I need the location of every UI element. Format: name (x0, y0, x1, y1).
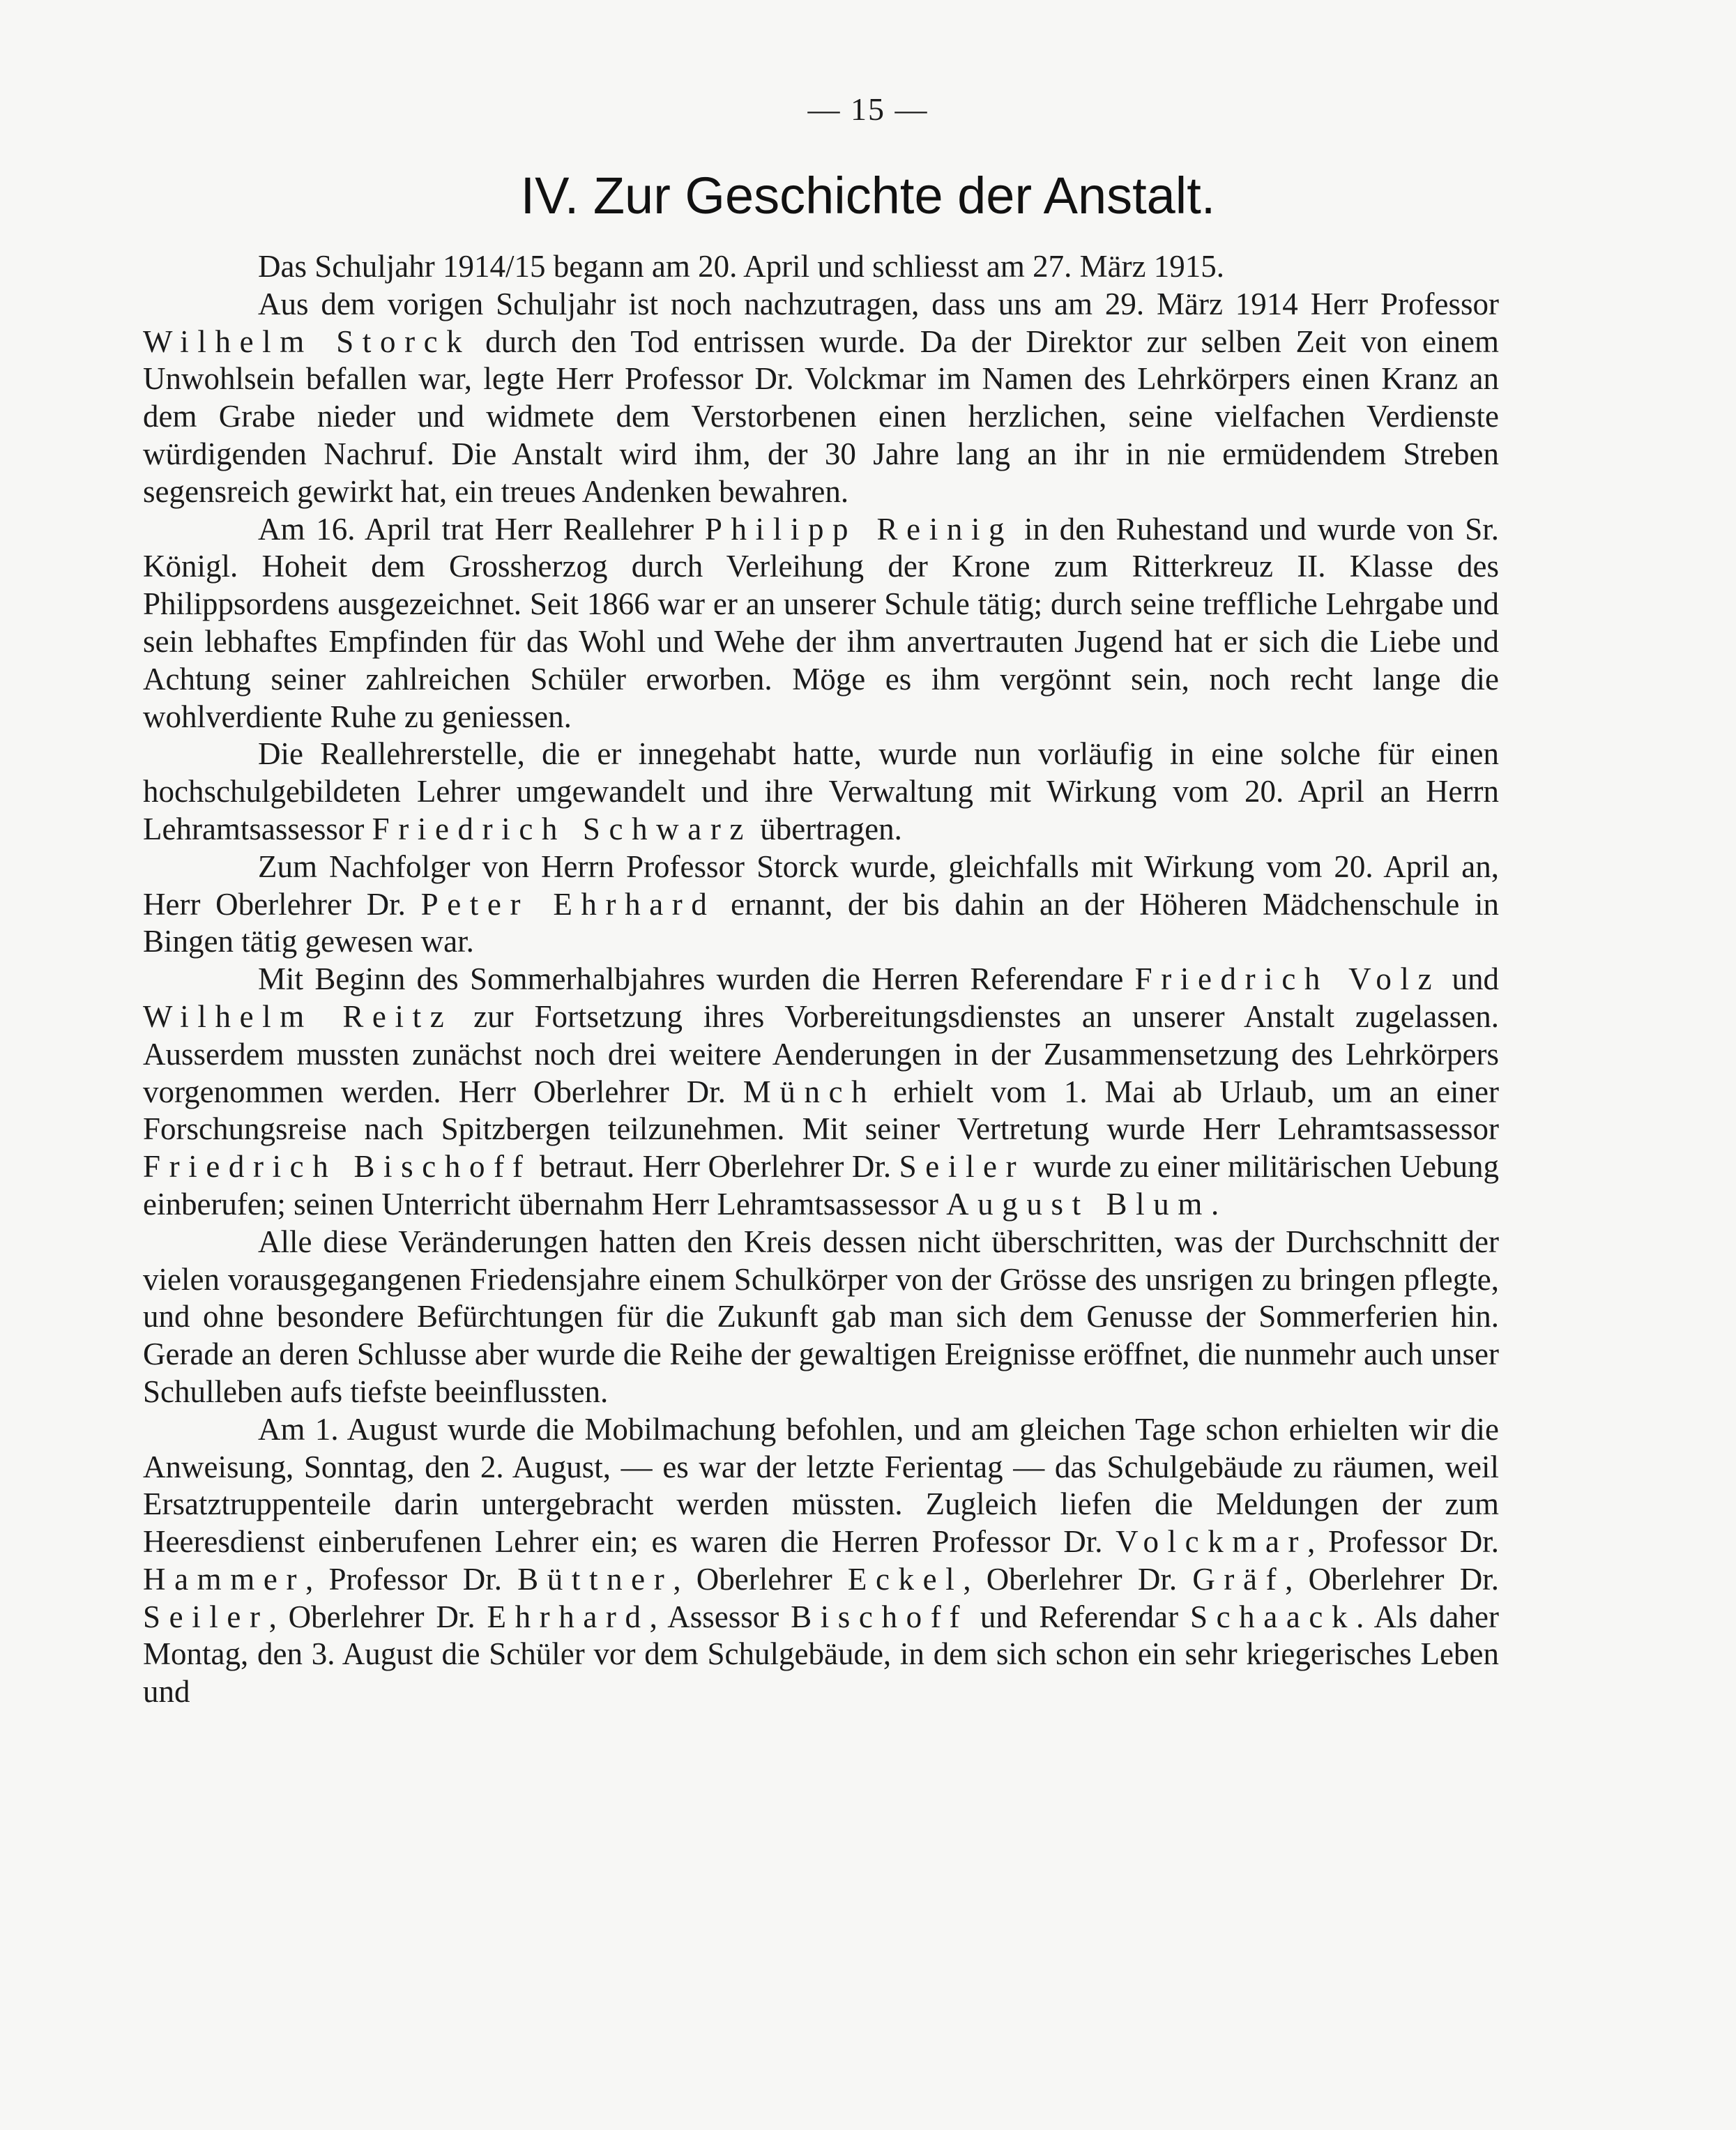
paragraph (143, 1224, 1499, 1411)
paragraph (143, 511, 1499, 736)
spaced-name: Büttner (517, 1561, 673, 1597)
spaced-name: Wilhelm Reitz (143, 998, 453, 1034)
spaced-name: Hammer (143, 1561, 306, 1597)
spaced-name: Seiler (899, 1149, 1026, 1185)
text-run: . Als daher Montag, den 3. August die Schüler vor dem Schulgebäude, in dem sich schon ein sehr kriegerisches Leben und (143, 1599, 1499, 1710)
text-run: , Professor Dr. (305, 1561, 518, 1597)
spaced-name: Volckmar (1116, 1524, 1308, 1560)
text-run: Das Schuljahr 1914/15 begann am 20. April und schliesst am 27. März 1915. (258, 249, 1225, 284)
spaced-name: Schaack (1189, 1599, 1357, 1634)
text-run: , Oberlehrer Dr. (1285, 1561, 1499, 1597)
text-run: , Oberlehrer Dr. (963, 1561, 1193, 1597)
chapter-title: IV. Zur Geschichte der Anstalt. (520, 167, 1216, 225)
text-run: , Oberlehrer Dr. (268, 1599, 487, 1634)
text-run: Die Reallehrerstelle, die er innegehabt hatte, wurde nun vorläufig in eine solche für einen hochschulgebildeten Lehrer umgewandelt und ihre Verwaltung mit Wirkung vom 20. April an Herrn Lehramtsassessor (143, 736, 1499, 846)
paragraph (143, 1411, 1499, 1711)
text-run: zur Fortsetzung ihres Vorbereitungsdienstes an unserer Anstalt zugelassen. Ausserdem mussten zunächst noch drei weitere Aenderungen in der Zusammensetzung des Lehrkörpers vorgenommen werden. Herr Oberlehrer Dr. (143, 998, 1500, 1109)
text-run: ernannt, der bis dahin an der Höheren Mädchenschule in Bingen tätig gewesen war. (143, 886, 1499, 959)
text-run: Zum Nachfolger von Herrn Professor Storck wurde, gleichfalls mit Wirkung vom 20. April an, Herr Oberlehrer Dr. (143, 849, 1499, 922)
spaced-name: Peter Ehrhard (420, 886, 716, 922)
paragraph (143, 286, 1499, 511)
spaced-name: Bischoff (791, 1599, 969, 1634)
text-run: , Professor Dr. (1307, 1524, 1499, 1560)
text-run: Am 1. August wurde die Mobilmachung befohlen, und am gleichen Tage schon erhielten wir die Anweisung, Sonntag, den 2. August, — es war der letzte Ferientag — das Schulgebäude zu räumen, weil Ersatztruppenteile darin untergebracht werden müssten. Zugleich liefen die Meldungen der zum Heeresdienst einberufenen Lehrer ein; es waren die Herren Professor Dr. (143, 1411, 1499, 1560)
spaced-name: Philipp Reinig (704, 511, 1014, 547)
text-run: durch den Tod entrissen wurde. Da der Direktor zur selben Zeit von einem Unwohlsein befallen war, legte Herr Professor Dr. Volckmar im Namen des Lehrkörpers einen Kranz an dem Grabe nieder und widmete dem Verstorbenen einen herzlichen, seine vielfachen Verdienste würdigenden Nachruf. Die Anstalt wird ihm, der 30 Jahre lang an ihr in nie ermüdendem Streben segensreich gewirkt hat, ein treues Andenken bewahren. (143, 324, 1500, 509)
spaced-name: Eckel (847, 1561, 964, 1597)
text-run: und (1440, 961, 1499, 997)
text-run: , Oberlehrer (673, 1561, 848, 1597)
spaced-name: Friedrich Volz (1134, 961, 1441, 997)
text-run: erhielt vom 1. Mai ab Urlaub, um an einer Forschungsreise nach Spitzbergen teilzunehmen. Mit seiner Vertretung wurde Herr Lehramtsassessor (143, 1074, 1499, 1147)
text-run: betraut. Herr Oberlehrer Dr. (531, 1149, 899, 1185)
paragraph (143, 736, 1499, 848)
text-run: in den Ruhestand und wurde von Sr. Königl. Hoheit dem Grossherzog durch Verleihung der Krone zum Ritterkreuz II. Klasse des Philippsordens ausgezeichnet. Seit 1866 war er an unserer Schule tätig; durch seine treffliche Lehrgabe und sein lebhaftes Empfinden für das Wohl und Wehe der ihm anvertrauten Jugend hat er sich die Liebe und Achtung seiner zahlreichen Schüler erworben. Möge es ihm vergönnt sein, noch recht lange die wohlverdiente Ruhe zu geniessen. (143, 511, 1500, 734)
spaced-name: Münch (743, 1074, 876, 1109)
text-run: Aus dem vorigen Schuljahr ist noch nachzutragen, dass uns am 29. März 1914 Herr Professor (258, 286, 1499, 321)
spaced-name: Friedrich Schwarz (372, 811, 752, 846)
paragraph (143, 961, 1499, 1224)
text-run: übertragen. (752, 811, 902, 846)
body-text (143, 248, 1499, 1711)
paragraph (143, 849, 1499, 961)
text-run: , Assessor (649, 1599, 791, 1634)
spaced-name: Friedrich Bischoff (143, 1149, 532, 1185)
text-run: wurde zu einer militärischen Uebung einberufen; seinen Unterricht übernahm Herr Lehramtsassessor (143, 1149, 1499, 1222)
page-number: — 15 — (807, 91, 929, 127)
spaced-name: Ehrhard (487, 1599, 650, 1634)
spaced-name: Seiler (143, 1599, 269, 1634)
text-run: . (1210, 1186, 1219, 1222)
spaced-name: Gräf (1192, 1561, 1286, 1597)
spaced-name: August Blum (946, 1186, 1211, 1222)
paragraph (143, 248, 1499, 286)
text-run: Am 16. April trat Herr Reallehrer (258, 511, 705, 547)
text-run: und Referendar (968, 1599, 1190, 1634)
spaced-name: Wilhelm Storck (143, 324, 471, 359)
text-run: Alle diese Veränderungen hatten den Kreis dessen nicht überschritten, was der Durchschnitt der vielen vorausgegangenen Friedensjahre einem Schulkörper von der Grösse des unsrigen zu bringen pflegte, und ohne besondere Befürchtungen für die Zukunft gab man sich dem Genusse der Sommerferien hin. Gerade an deren Schlusse aber wurde die Reihe der gewaltigen Ereignisse eröffnet, die nunmehr auch unser Schulleben aufs tiefste beeinflussten. (143, 1224, 1499, 1409)
text-run: Mit Beginn des Sommerhalbjahres wurden die Herren Referendare (258, 961, 1135, 997)
